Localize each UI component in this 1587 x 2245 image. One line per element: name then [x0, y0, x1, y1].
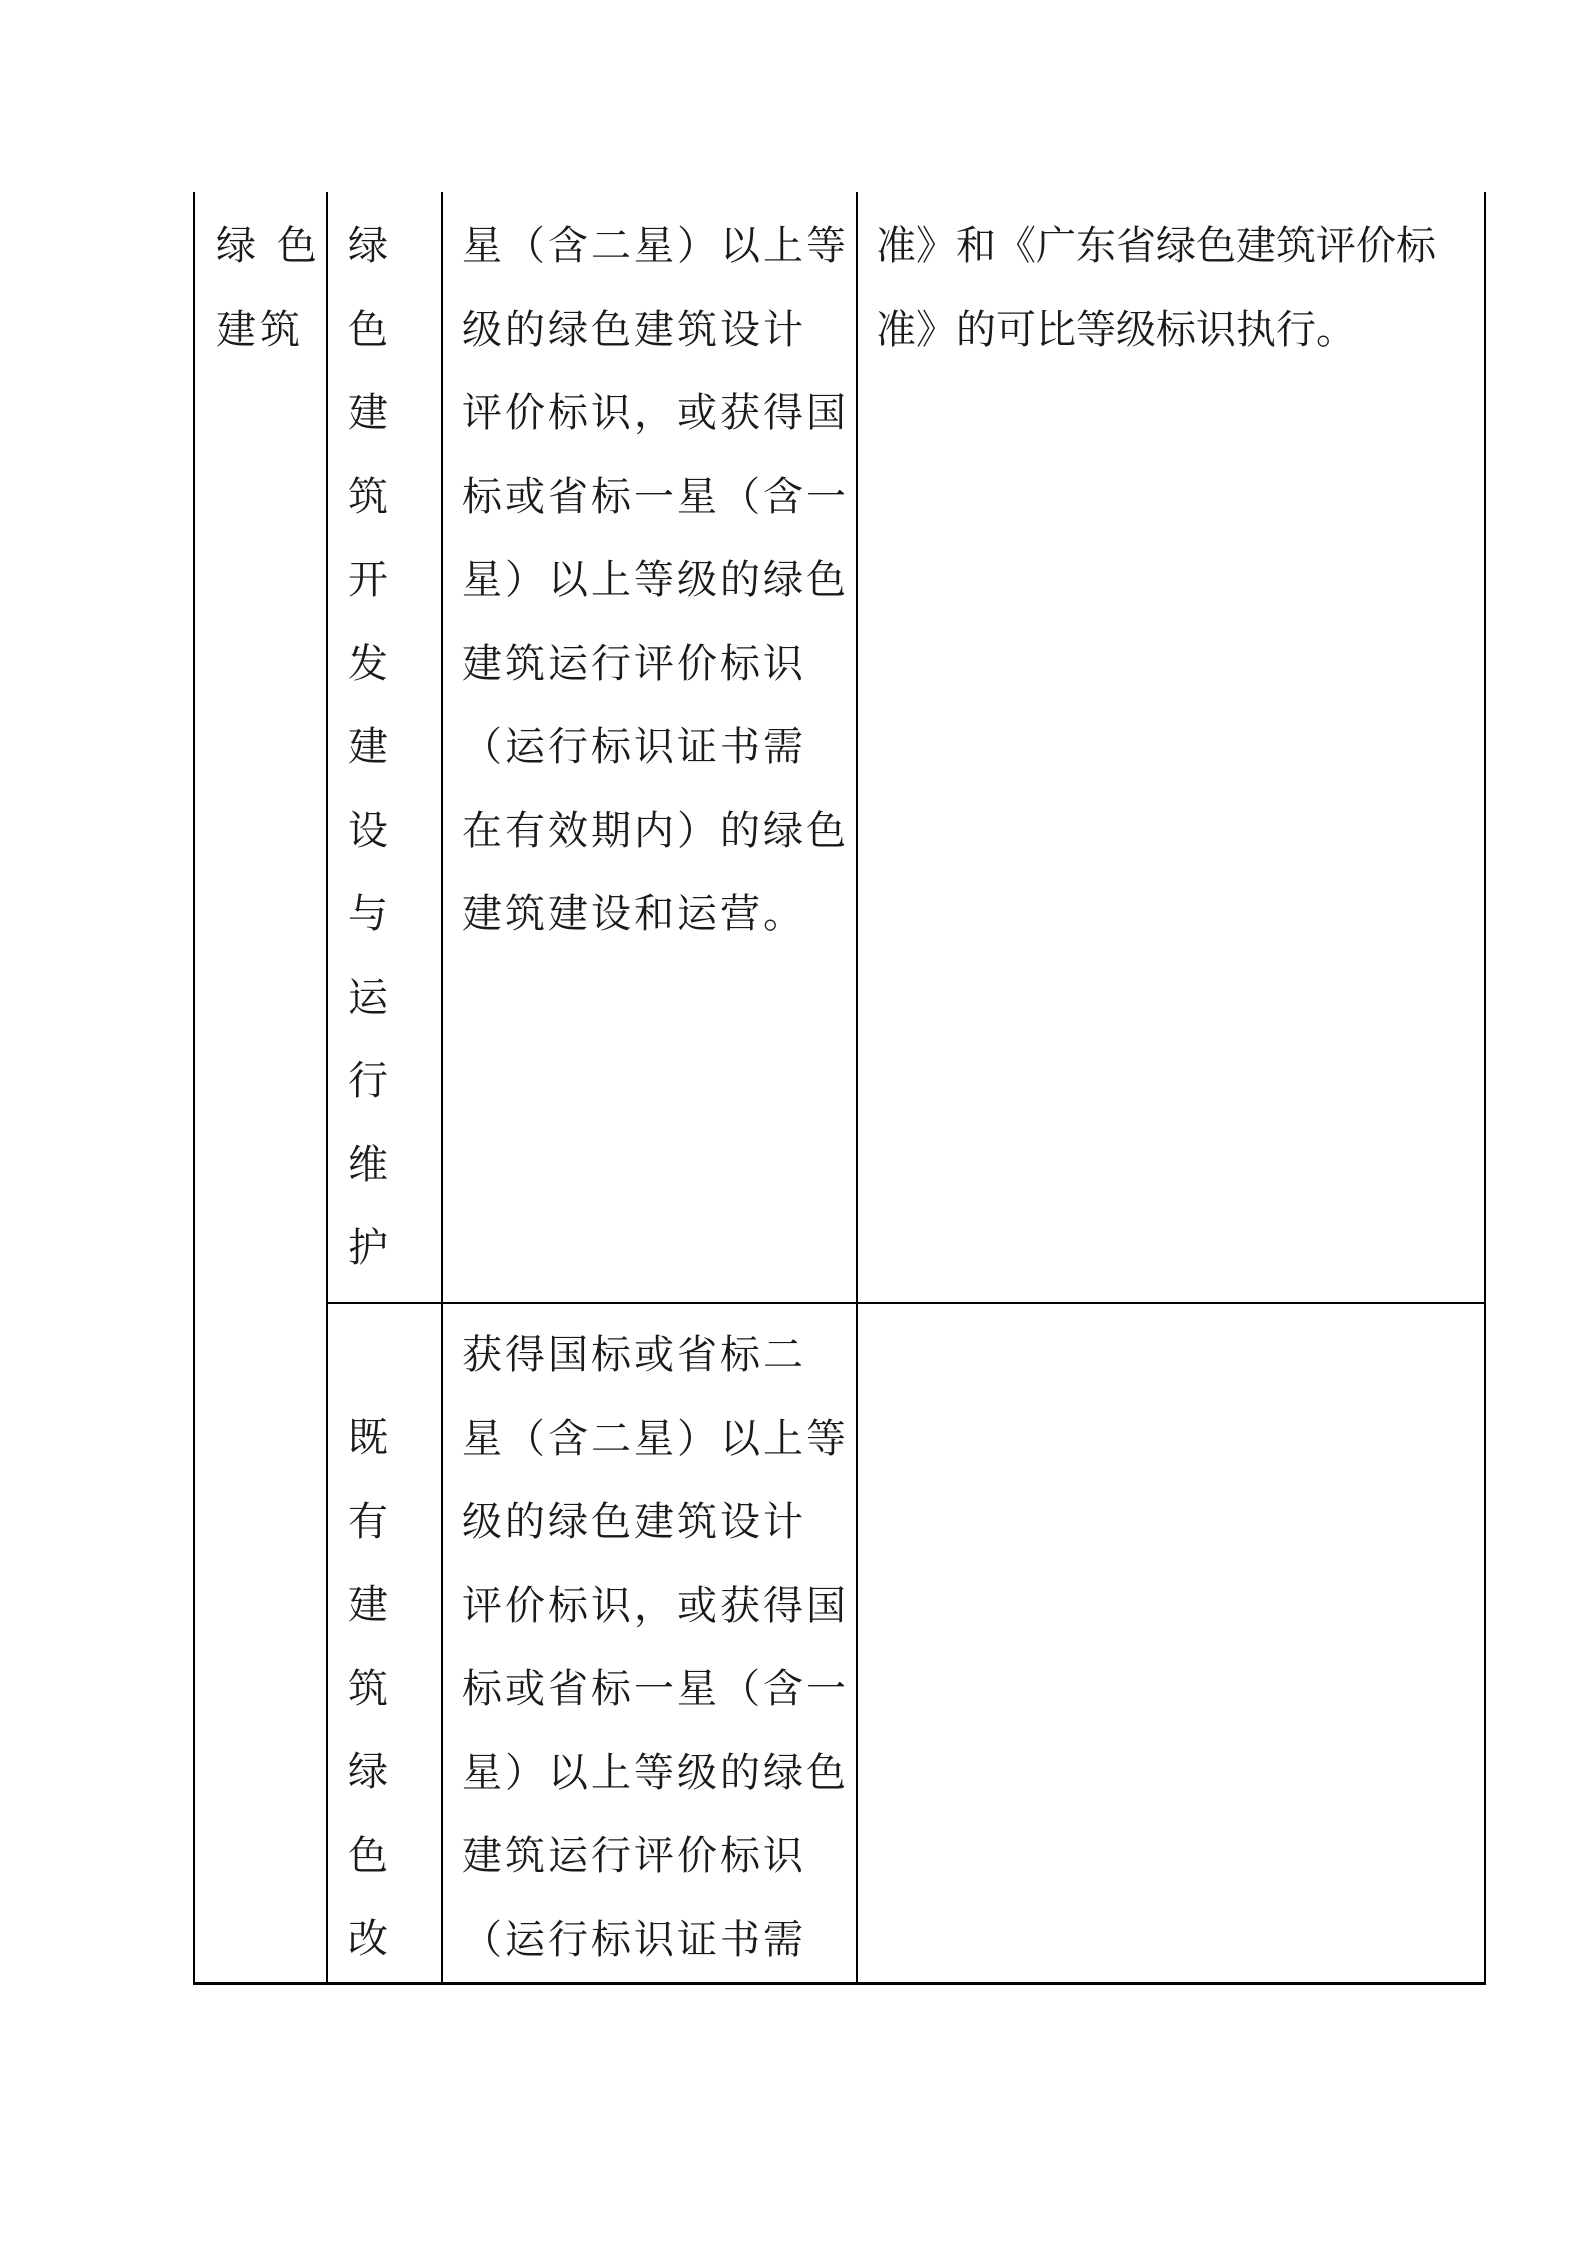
- type-char: 建: [348, 390, 388, 436]
- table-border-left: [193, 192, 195, 1984]
- column-divider-2: [441, 192, 443, 1984]
- type-char: 有: [348, 1498, 388, 1545]
- criteria-line: 标或省标一星（含一: [462, 473, 849, 520]
- type-char: 行: [348, 1058, 388, 1104]
- criteria-line: 星（含二星）以上等: [462, 1415, 849, 1462]
- type-char: 筑: [348, 473, 388, 520]
- criteria-line: 在有效期内）的绿色: [462, 807, 849, 854]
- notes-line: 准》和《广东省绿色建筑评价标: [876, 223, 1436, 269]
- criteria-line: 评价标识，或获得国: [462, 390, 849, 436]
- criteria-line: 级的绿色建筑设计: [462, 1499, 806, 1545]
- criteria-line: 星）以上等级的绿色: [462, 1749, 849, 1796]
- criteria-line: 评价标识，或获得国: [462, 1582, 849, 1629]
- row1-type-cell: [348, 205, 388, 1291]
- type-char: 维: [348, 1141, 388, 1188]
- type-char: 绿: [348, 223, 388, 269]
- criteria-line: 星）以上等级的绿色: [462, 557, 849, 603]
- column-divider-3: [856, 192, 858, 1984]
- criteria-line: 标或省标一星（含一: [462, 1666, 849, 1712]
- type-char: 筑: [348, 1665, 388, 1712]
- type-char: 开: [348, 557, 388, 603]
- row2-criteria-cell: [462, 1314, 849, 1982]
- row1-criteria-cell: [462, 205, 849, 957]
- column-divider-1: [326, 192, 328, 1984]
- type-char: 绿: [348, 1749, 388, 1795]
- criteria-line: 建筑建设和运营。: [462, 891, 806, 937]
- criteria-line: 级的绿色建筑设计: [462, 306, 806, 353]
- type-char: 改: [348, 1916, 388, 1962]
- row2-type-cell: [348, 1397, 388, 1982]
- category-line: 绿 色: [216, 223, 321, 269]
- category-cell: [216, 205, 321, 372]
- criteria-line: 星（含二星）以上等: [462, 223, 849, 269]
- type-char: 色: [348, 306, 388, 353]
- table-border-bottom: [193, 1982, 1486, 1985]
- row-divider: [327, 1302, 1485, 1304]
- type-char: 与: [348, 891, 388, 937]
- type-char: 既: [348, 1415, 388, 1461]
- type-char: 运: [348, 974, 388, 1021]
- type-char: 设: [348, 807, 388, 854]
- type-char: 色: [348, 1832, 388, 1879]
- type-char: 护: [348, 1225, 388, 1271]
- row1-notes-cell: [876, 205, 1436, 372]
- criteria-line: （运行标识证书需: [462, 724, 806, 770]
- type-char: 建: [348, 1582, 388, 1628]
- category-line: 建筑: [216, 306, 304, 353]
- criteria-line: 获得国标或省标二: [462, 1332, 806, 1378]
- type-char: 发: [348, 640, 388, 687]
- criteria-line: 建筑运行评价标识: [462, 1833, 806, 1879]
- table-border-right: [1484, 192, 1486, 1984]
- criteria-line: 建筑运行评价标识: [462, 640, 806, 687]
- type-char: 建: [348, 724, 388, 770]
- notes-line: 准》的可比等级标识执行。: [876, 306, 1356, 353]
- criteria-line: （运行标识证书需: [462, 1916, 806, 1963]
